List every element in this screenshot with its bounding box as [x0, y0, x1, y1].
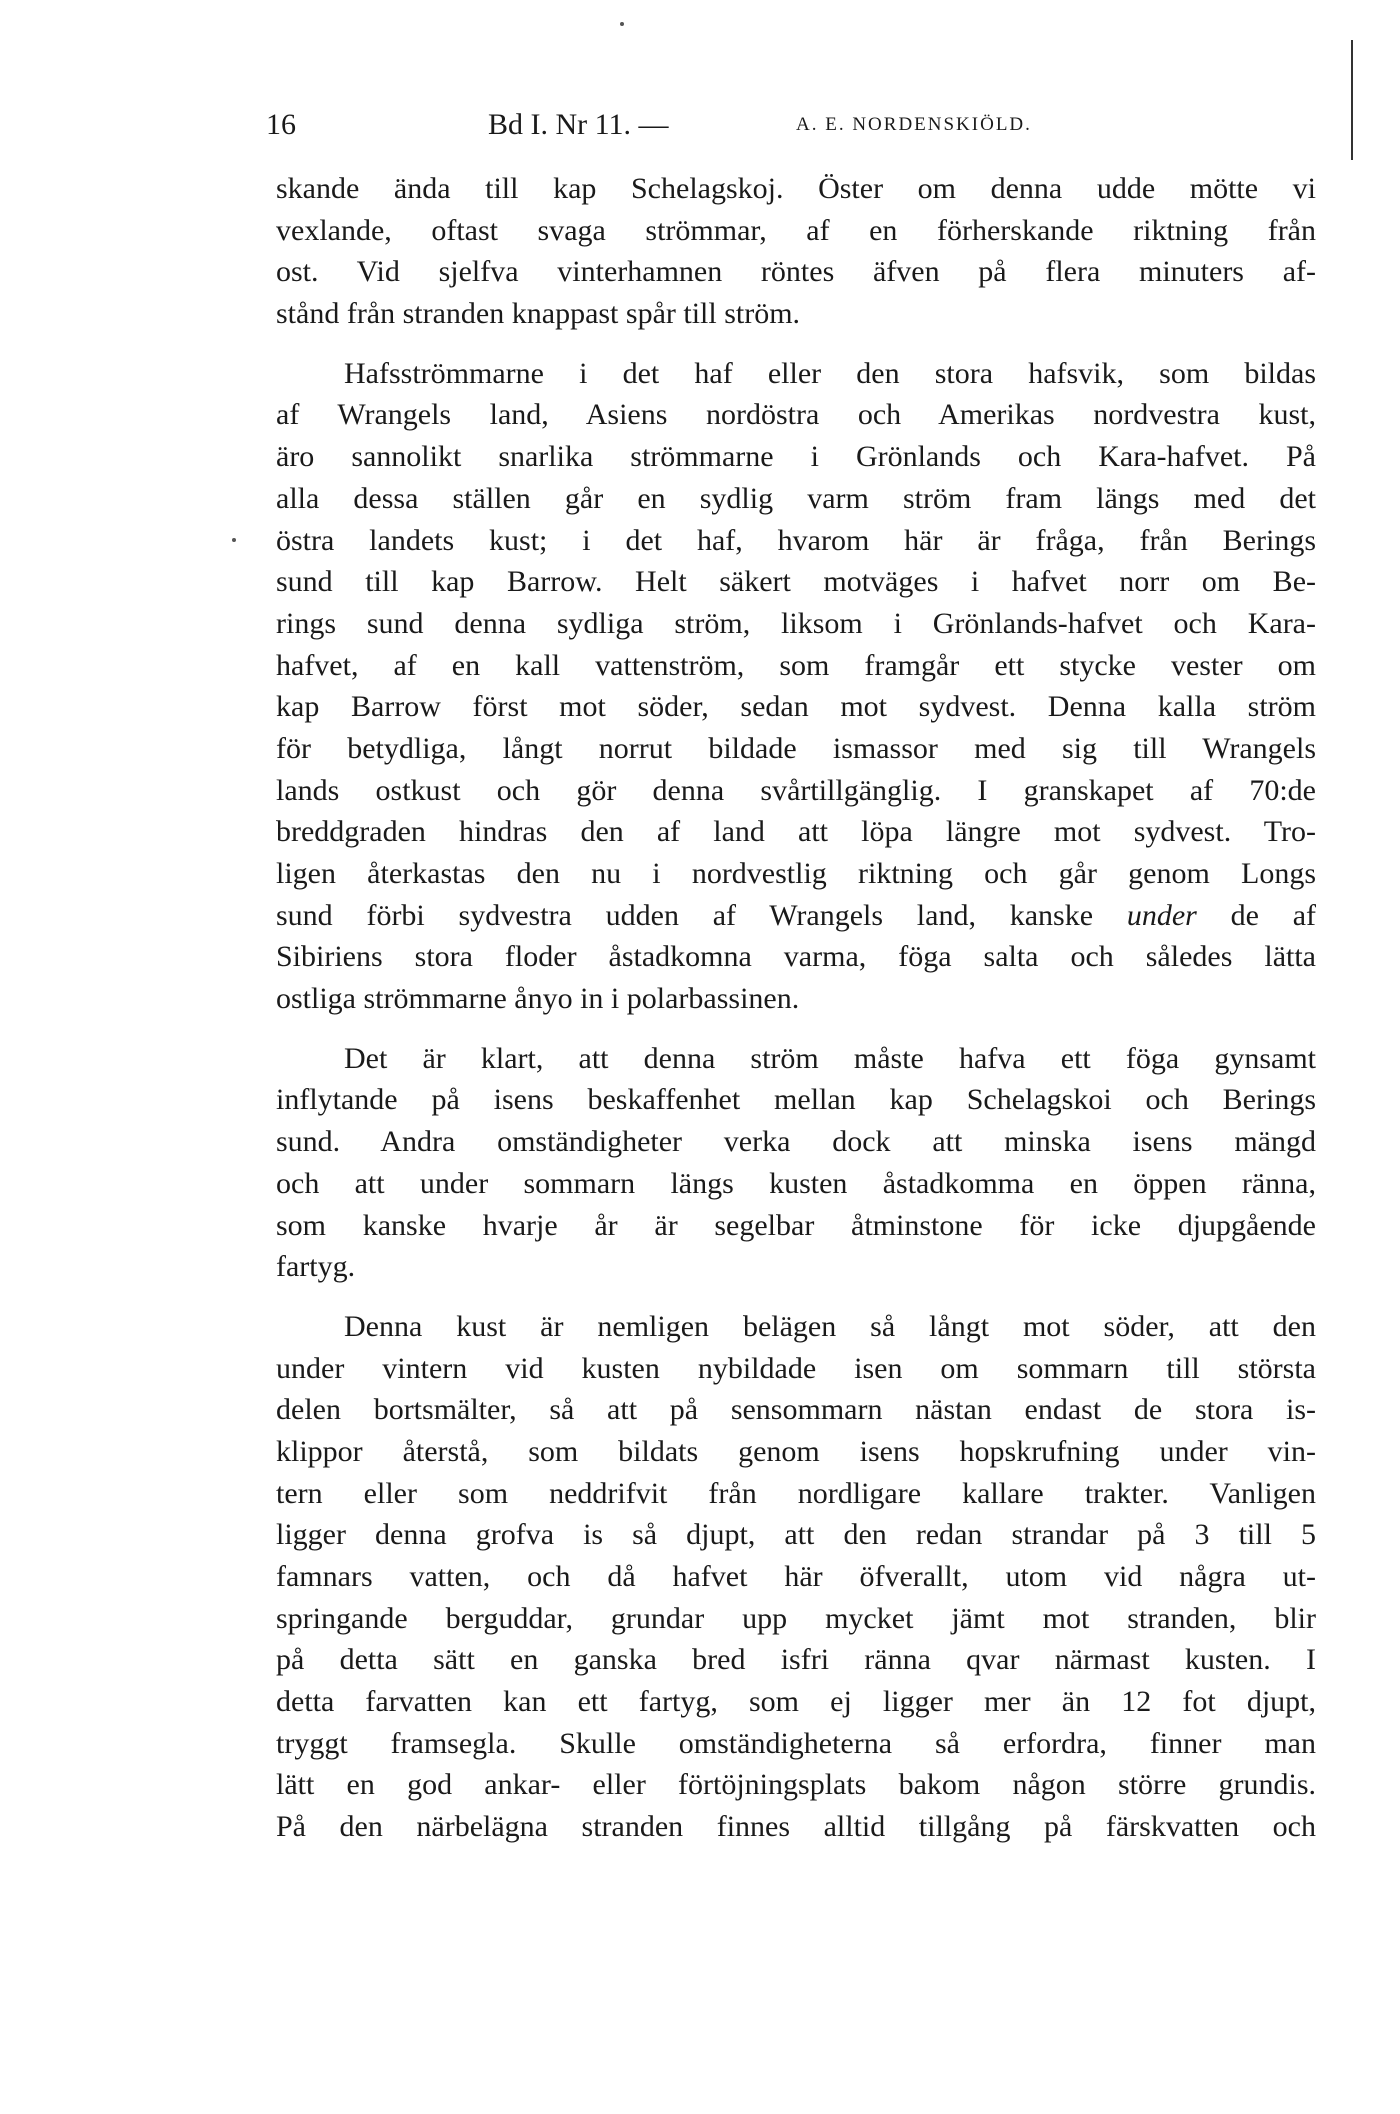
text-line: lätt en god ankar- eller förtöjningsplats bakom någon större grundis. — [276, 1768, 1316, 1802]
paragraph — [276, 1038, 1316, 1288]
text-line: sund. Andra omständigheter verka dock att minska isens mängd — [276, 1125, 1316, 1159]
volume-reference: Bd I. Nr 11. — — [488, 108, 669, 141]
text-line: alla dessa ställen går en sydlig varm ström fram längs med det — [276, 481, 1316, 515]
text-line: På den närbelägna stranden finnes alltid tillgång på färskvatten och — [276, 1810, 1316, 1844]
text-line: stånd från stranden knappast spår till ström. — [276, 297, 801, 331]
text-line: breddgraden hindras den af land att löpa längre mot sydvest. Tro- — [276, 815, 1316, 849]
text-line: vexlande, oftast svaga strömmar, af en förherskande riktning från — [276, 213, 1316, 247]
text-line: delen bortsmälter, så att på sensommarn nästan endast de stora is- — [276, 1393, 1316, 1427]
page-edge-rule — [1351, 40, 1353, 160]
print-speck — [620, 22, 624, 26]
paragraph-gap — [276, 1288, 1316, 1306]
text-line: för betydliga, långt norrut bildade ismassor med sig till Wrangels — [276, 731, 1316, 765]
paragraph — [276, 353, 1316, 1020]
text-line: som kanske hvarje år är segelbar åtminstone för icke djupgående — [276, 1208, 1316, 1242]
paragraph — [276, 1306, 1316, 1848]
text-line: kap Barrow först mot söder, sedan mot sydvest. Denna kalla ström — [276, 690, 1316, 724]
text-line: tern eller som neddrifvit från nordligare kallare trakter. Vanligen — [276, 1476, 1316, 1510]
paragraph — [276, 168, 1316, 335]
text-line: Det är klart, att denna ström måste hafva ett föga gynsamt — [344, 1041, 1316, 1075]
text-line: under vintern vid kusten nybildade isen om sommarn till största — [276, 1351, 1316, 1385]
text-line: lands ostkust och gör denna svårtillgänglig. I granskapet af 70:de — [276, 773, 1316, 807]
text-line: rings sund denna sydliga ström, liksom i Grönlands-hafvet och Kara- — [276, 606, 1316, 640]
text-line: klippor återstå, som bildats genom isens hopskrufning under vin- — [276, 1434, 1316, 1468]
text-line: ost. Vid sjelfva vinterhamnen röntes äfven på flera minuters af- — [276, 255, 1316, 289]
text-line: fartyg. — [276, 1250, 356, 1284]
text-line: af Wrangels land, Asiens nordöstra och Amerikas nordvestra kust, — [276, 398, 1316, 432]
text-line: sund förbi sydvestra udden af Wrangels land, kanske under de af — [276, 898, 1316, 932]
text-line: ligen återkastas den nu i nordvestlig riktning och går genom Longs — [276, 857, 1316, 890]
text-line: Sibiriens stora floder åstadkomna varma, föga salta och således lätta — [276, 940, 1316, 974]
text-line: ligger denna grofva is så djupt, att den redan strandar på 3 till 5 — [276, 1518, 1316, 1552]
text-line: famnars vatten, och då hafvet här öfverallt, utom vid några ut- — [276, 1560, 1316, 1593]
running-header — [266, 108, 1316, 148]
text-line: äro sannolikt snarlika strömmarne i Grönlands och Kara-hafvet. På — [276, 440, 1316, 474]
text-line: på detta sätt en ganska bred isfri ränna qvar närmast kusten. I — [276, 1643, 1316, 1677]
text-line: inflytande på isens beskaffenhet mellan kap Schelagskoi och Berings — [276, 1083, 1316, 1117]
text-line: hafvet, af en kall vattenström, som framgår ett stycke vester om — [276, 648, 1316, 682]
paragraph-gap — [276, 335, 1316, 353]
author-name: A. E. NORDENSKIÖLD. — [796, 114, 1032, 135]
text-line: skande ända till kap Schelagskoj. Öster om denna udde mötte vi — [276, 172, 1316, 205]
text-line: Hafsströmmarne i det haf eller den stora hafsvik, som bildas — [344, 356, 1316, 390]
text-line: Denna kust är nemligen belägen så långt mot söder, att den — [344, 1309, 1316, 1343]
text-line: tryggt framsegla. Skulle omständigheterna så erfordra, finner man — [276, 1726, 1316, 1760]
text-line: springande berguddar, grundar upp mycket jämt mot stranden, blir — [276, 1601, 1316, 1635]
text-line: ostliga strömmarne ånyo in i polarbassinen. — [276, 982, 800, 1016]
paragraph-gap — [276, 1020, 1316, 1038]
emphasized-word: under — [1126, 898, 1197, 932]
text-line: sund till kap Barrow. Helt säkert motväges i hafvet norr om Be- — [276, 565, 1316, 599]
print-speck — [232, 538, 236, 542]
text-line: östra landets kust; i det haf, hvarom här är fråga, från Berings — [276, 523, 1316, 557]
page-number: 16 — [266, 108, 296, 141]
text-line: detta farvatten kan ett fartyg, som ej ligger mer än 12 fot djupt, — [276, 1685, 1316, 1719]
body-text — [276, 168, 1316, 1848]
text-line: och att under sommarn längs kusten åstadkomma en öppen ränna, — [276, 1166, 1316, 1200]
